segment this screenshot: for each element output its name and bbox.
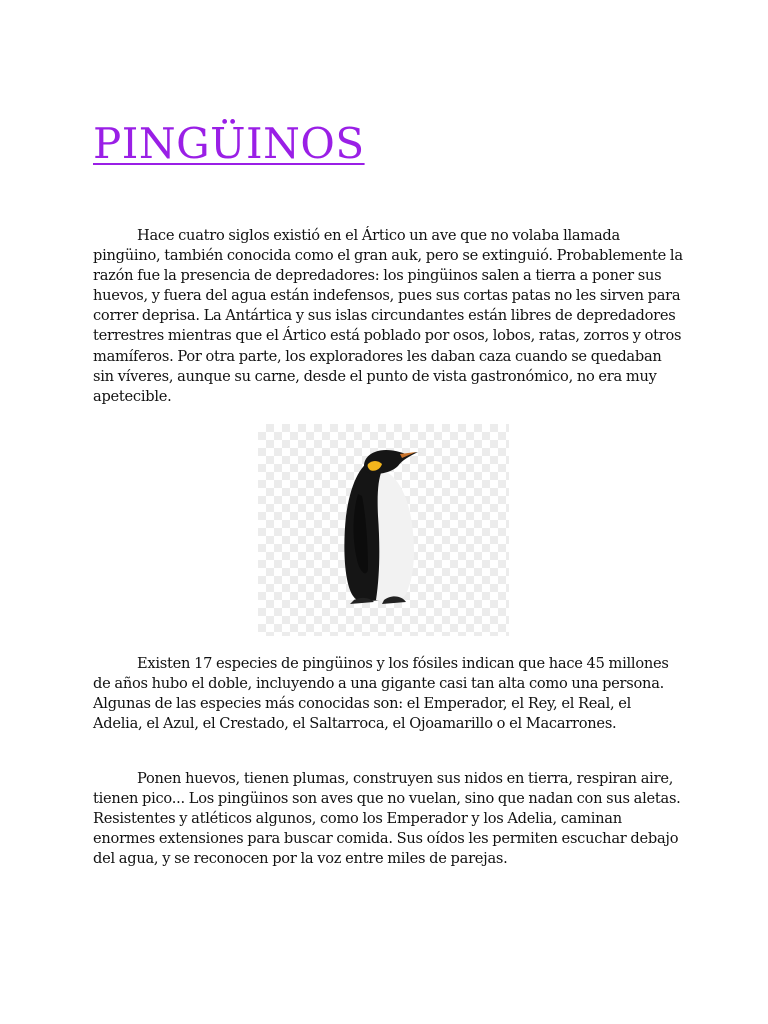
penguin-illustration [258,424,509,636]
penguin-image [258,424,509,636]
penguin-belly [376,470,414,602]
page-title: PINGÜINOS [93,119,365,168]
paragraph-intro: Hace cuatro siglos existió en el Ártico un ave que no volaba llamada pingüino, también conocida como el gran auk, pero se extinguió. Probablemente la razón fue la presencia de depredadores: los pingüinos salen a tierra a poner sus huevos, y fuera del agua están indefensos, pues sus cortas patas no les sirven para correr deprisa. La Antártica y sus islas circundantes están libres de depredadores terrestres mientras que el Ártico está poblado por osos, lobos, ratas, zorros y otros mamíferos. Por otra parte, los exploradores les daban caza cuando se quedaban sin víveres, aunque su carne, desde el punto de vista gastronómico, no era muy apetecible. [93,227,683,405]
paragraph-species: Existen 17 especies de pingüinos y los fósiles indican que hace 45 millones de años hubo el doble, incluyendo a una gigante casi tan alta como una persona. Algunas de las especies más conocidas son: el Emperador, el Rey, el Real, el Adelia, el Azul, el Crestado, el Saltarroca, el Ojoamarillo o el Macarrones. [93,655,669,733]
paragraph-characteristics: Ponen huevos, tienen plumas, construyen sus nidos en tierra, respiran aire, tienen pico... Los pingüinos son aves que no vuelan, sino que nadan con sus aletas. Resistentes y atléticos algunos, como los Emperador y los Adelia, caminan enormes extensiones para buscar comida. Sus oídos les permiten escuchar debajo del agua, y se reconocen por la voz entre miles de parejas. [93,770,681,868]
